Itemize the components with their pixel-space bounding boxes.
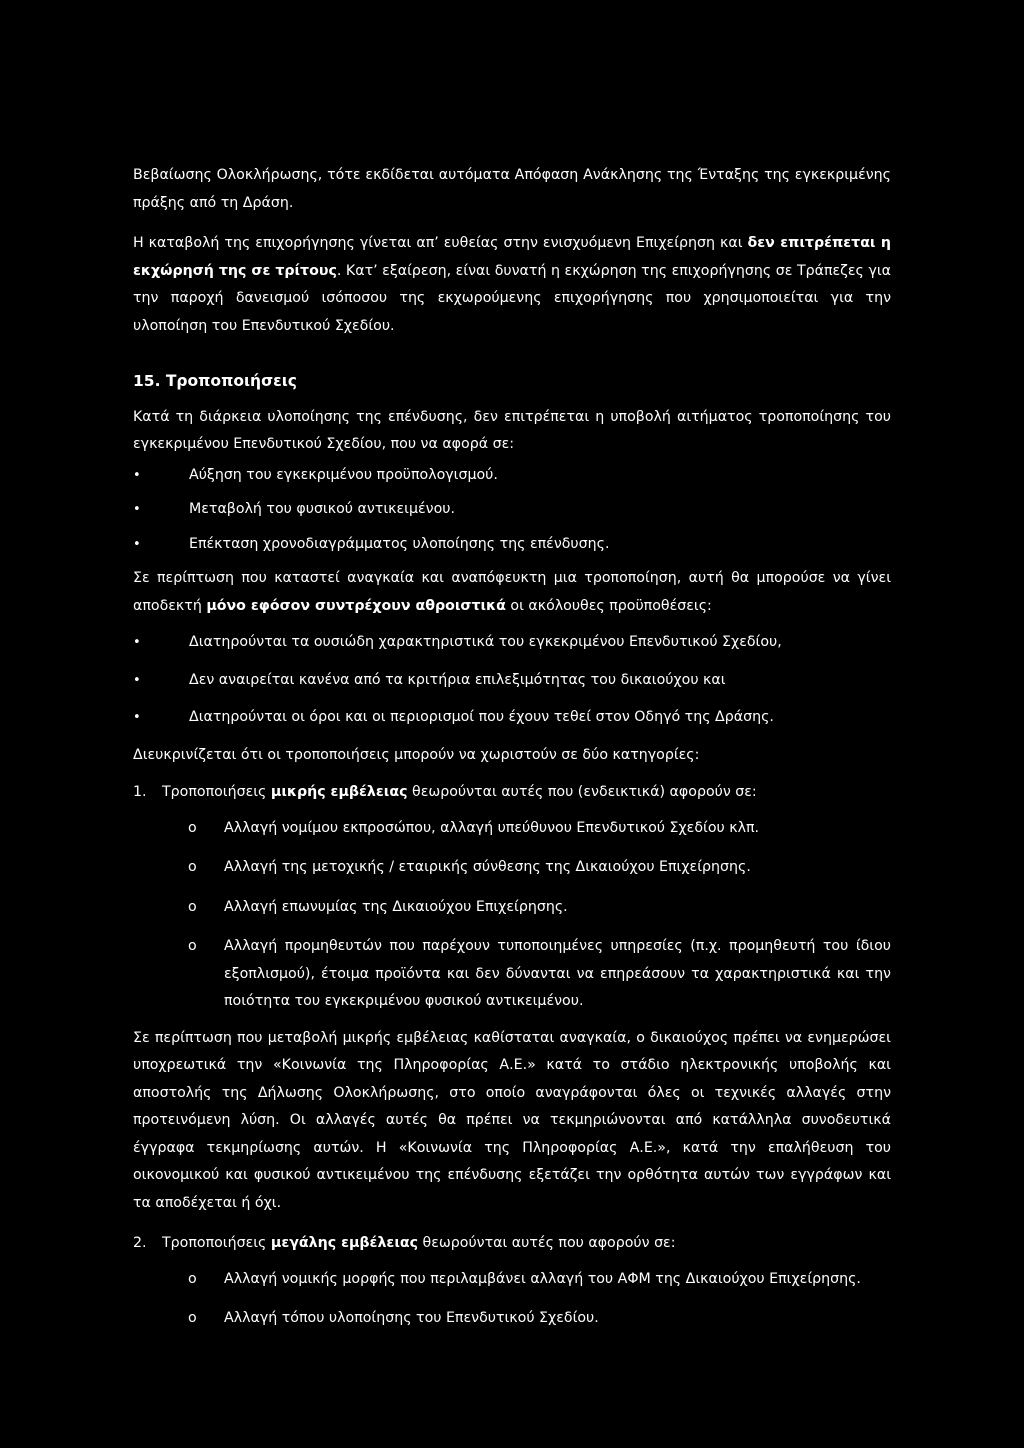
list-item: • Δεν αναιρείται κανένα από τα κριτήρια επιλεξιμότητας του δικαιούχου και	[133, 667, 891, 695]
category-minor	[133, 779, 891, 807]
category-text-bold: μικρής εμβέλειας	[270, 784, 408, 800]
list-item: • Διατηρούνται τα ουσιώδη χαρακτηριστικά του εγκεκριμένου Επενδυτικού Σχεδίου,	[133, 629, 891, 657]
list-item: o Αλλαγή τόπου υλοποίησης του Επενδυτικού Σχεδίου.	[133, 1305, 891, 1333]
list-item: o Αλλαγή επωνυμίας της Δικαιούχου Επιχείρησης.	[133, 894, 891, 922]
list-item: o Αλλαγή νομικής μορφής που περιλαμβάνει αλλαγή του ΑΦΜ της Δικαιούχου Επιχείρησης.	[133, 1266, 891, 1294]
conditions-list	[133, 629, 891, 732]
conditions-text-start: Σε περίπτωση που καταστεί αναγκαία και αναπόφευκτη μια τροποποίηση, αυτή θα μπορούσε να γίνει αποδεκτή	[133, 570, 891, 614]
conditions-text-end: οι ακόλουθες προϋποθέσεις:	[505, 597, 712, 614]
payment-text-bold: δεν επιτρέπεται η εκχώρησή της σε τρίτους	[133, 235, 892, 279]
list-item: o Αλλαγή νομίμου εκπροσώπου, αλλαγή υπεύθυνου Επενδυτικού Σχεδίου κλπ.	[133, 815, 891, 843]
category-text-end: θεωρούνται αυτές που (ενδεικτικά) αφορούν σε:	[407, 784, 757, 800]
payment-text-end: . Κατ’ εξαίρεση, είναι δυνατή η εκχώρηση της επιχορήγησης σε Τράπεζες για την παροχή δανεισμού ισόποσου της εκχωρούμενης επιχορήγησης που χρησιμοποιείται για την υλοποίηση του Επενδυτικού Σχεδίου.	[133, 262, 891, 334]
list-item: o Αλλαγή της μετοχικής / εταιρικής σύνθεσης της Δικαιούχου Επιχείρησης.	[133, 854, 891, 882]
payment-text-start: Η καταβολή της επιχορήγησης γίνεται απ’ ευθείας στην ενισχυόμενη Επιχείρηση και	[133, 235, 748, 251]
minor-note-paragraph: Σε περίπτωση που μεταβολή μικρής εμβέλειας καθίσταται αναγκαία, ο δικαιούχος πρέπει να ενημερώσει υποχρεωτικά την «Κοινωνία της Πληροφορίας Α.Ε.» κατά το στάδιο ηλεκτρονικής υποβολής και αποστολής της Δήλωσης Ολοκλήρωσης, στο οποίο αναγράφονται όλες οι τεχνικές αλλαγές στην προτεινόμενη λύση. Οι αλλαγές αυτές θα πρέπει να τεκμηριώνονται από κατάλληλα συνοδευτικά έγγραφα τεκμηρίωσης αυτών. Η «Κοινωνία της Πληροφορίας Α.Ε.», κατά την επαλήθευση του οικονομικού και φυσικού αντικειμένου της επένδυσης εξετάζει την ορθότητα αυτών των εγγράφων και τα αποδέχεται ή όχι.	[133, 1029, 891, 1211]
list-item: o Αλλαγή προμηθευτών που παρέχουν τυποποιημένες υπηρεσίες (π.χ. προμηθευτή του ίδιου εξοπλισμού), έτοιμα προϊόντα και δεν δύνανται να επηρεάσουν τα χαρακτηριστικά και την ποιότητα του εγκεκριμένου φυσικού αντικειμένου.	[133, 933, 891, 1016]
document-page	[133, 162, 891, 1345]
category-text-start: Τροποποιήσεις	[162, 784, 271, 800]
list-item: • Μεταβολή του φυσικού αντικειμένου.	[133, 496, 891, 524]
category-text-bold: μεγάλης εμβέλειας	[270, 1235, 419, 1251]
list-item: • Διατηρούνται οι όροι και οι περιορισμοί που έχουν τεθεί στον Οδηγό της Δράσης.	[133, 704, 891, 732]
category-number: 2.	[133, 1235, 147, 1251]
paragraph-payment	[133, 230, 891, 340]
category-number: 1.	[133, 784, 147, 800]
paragraph-completion: Βεβαίωσης Ολοκλήρωσης, τότε εκδίδεται αυτόματα Απόφαση Ανάκλησης της Ένταξης της εγκεκριμένης πράξης από τη Δράση.	[133, 167, 891, 211]
category-text-end: θεωρούνται αυτές που αφορούν σε:	[418, 1235, 676, 1251]
restrictions-list	[133, 462, 891, 559]
category-text-start: Τροποποιήσεις	[162, 1235, 271, 1251]
clarification-paragraph: Διευκρινίζεται ότι οι τροποποιήσεις μπορούν να χωριστούν σε δύο κατηγορίες:	[133, 746, 700, 763]
section-title: 15. Τροποποιήσεις	[133, 372, 297, 390]
list-item: • Αύξηση του εγκεκριμένου προϋπολογισμού.	[133, 462, 891, 490]
major-changes-list	[133, 1266, 891, 1333]
conditions-paragraph	[133, 565, 891, 620]
section-intro: Κατά τη διάρκεια υλοποίησης της επένδυσης, δεν επιτρέπεται η υποβολή αιτήματος τροποποίησης του εγκεκριμένου Επενδυτικού Σχεδίου, που να αφορά σε:	[133, 408, 891, 452]
conditions-text-bold: μόνο εφόσον συντρέχουν αθροιστικά	[206, 597, 506, 614]
list-item: • Επέκταση χρονοδιαγράμματος υλοποίησης της επένδυσης.	[133, 531, 891, 559]
minor-changes-list	[133, 815, 891, 1016]
category-major	[133, 1230, 891, 1258]
